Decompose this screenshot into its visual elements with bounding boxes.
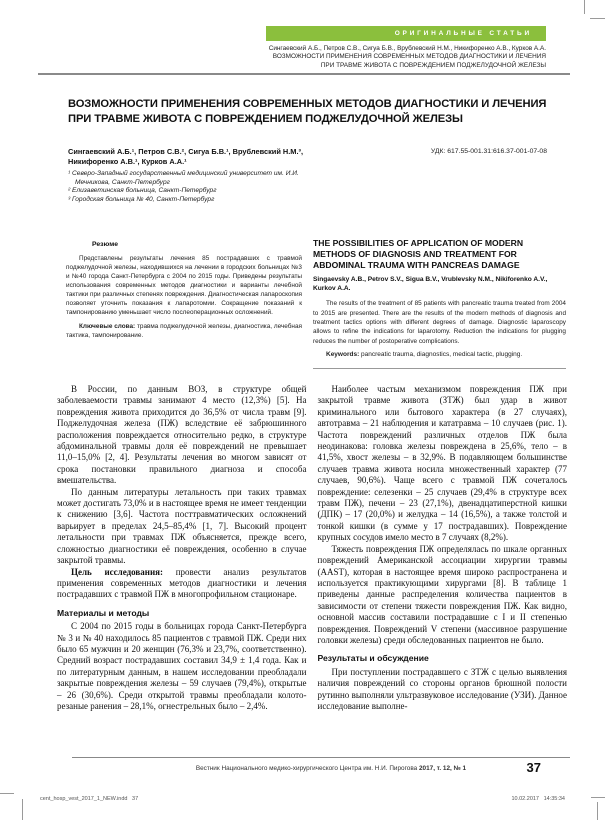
keywords-label-en: Keywords: — [326, 351, 360, 359]
article-authors-line1: Сингаевский А.Б.¹, Петров С.В.², Сигуа Б.В.¹, Врублевский Н.М.³, — [68, 147, 304, 156]
abstract-english-authors: Singaevsky A.B., Petrov S.V., Sigua B.V., Vrublevsky N.M., Nikiforenko A.V., Kurkov A.A. — [313, 276, 548, 292]
article-body — [57, 384, 567, 712]
running-head — [269, 45, 546, 70]
crop-mark-bottom-right-horizontal — [591, 797, 605, 798]
running-head-authors: Сингаевский А.Б., Петров С.В., Сигуа Б.В., Врублевский Н.М., Никифоренко А.В., Курков А.А. — [268, 45, 546, 52]
crop-mark-bottom-left-vertical — [22, 799, 23, 820]
footer-journal-line — [196, 765, 466, 772]
abstract-english-text: The results of the treatment of 85 patients with pancreatic trauma treated from 2004 to 2015 are presented. There are the results of the modern methods of diagnosis and treatment tactics options with different degrees of damage. Diagnostic laparoscopy allows to refine the indications for laparotomy. Reduction the indications for plugging reduces the number of postoperative complications. — [313, 300, 566, 345]
page-number: 37 — [526, 760, 541, 775]
abstract-english — [313, 238, 566, 358]
affiliation-item: ² Елизаветинская больница, Санкт-Петербург — [68, 187, 217, 195]
crop-mark-bottom-right-vertical — [597, 802, 598, 820]
header-divider — [38, 73, 570, 75]
article-authors-line2: Никифоренко А.В.¹, Курков А.А.¹ — [68, 156, 187, 166]
body-paragraph: В России, по данным ВОЗ, в структуре общей заболеваемости травмы занимают 4 место (12,3%) [5]. На повреждения живота приходится до 36,5% от числа травм [9]. Поджелудочная железа (ПЖ) вследствие её забрюшинного расположения повреждается относительно редко, в структуре абдоминальной травмы доля её повреждений не превышает 11,0–15,0% [2, 4]. Результаты лечения во многом зависят от срока постановки правильного диагноза и способа вмешательства. — [57, 384, 307, 486]
article-authors — [68, 147, 368, 166]
crop-mark-top-right-vertical — [584, 0, 585, 14]
body-paragraph: По данным литературы летальность при таких травмах может достигать 73,0% и в настоящее время не имеет тенденции к снижению [3,6]. Частота посттравматических осложнений варьирует в пределах 24,5–85,4% [1, 7]. Высокий процент летальности при травмах ПЖ объясняется, прежде всего, сложностью диагностики её повреждения, особенно в случае закрытой травмы. — [57, 486, 307, 566]
abstract-divider — [313, 368, 566, 369]
body-paragraph: Тяжесть повреждения ПЖ определялась по шкале органных повреждений Американской ассоциации хирургии травмы (AAST), которая в настоящее время широко распространена и используется практикующими хирургами [8]. В таблице 1 приведены данные распределения количества пациентов в зависимости от степени тяжести повреждения ПЖ. Как видно, основной массив составили пострадавшие с I и II степенью повреждения. Повреждений V степени (массивное разрушение головки железы) среди обследованных пациентов не было. — [317, 543, 567, 645]
body-paragraph: С 2004 по 2015 годы в больницах города Санкт-Петербурга № 3 и № 40 находилось 85 пациентов с травмой ПЖ. Среди них было 65 мужчин и 20 женщин (76,3% и 23,7%, соответственно). Средний возраст пострадавших составил 34,9 ± 1,4 года. Как и по литературным данным, в нашем исследовании преобладали закрытые повреждения железы – 59 случаев (79,4%), открытые – 26 (30,6%). Среди открытой травмы преобладали колото-резаные ранения – 28,1%, огнестрельных было – 2,4%. — [57, 621, 307, 711]
section-heading-results: Результаты и обсуждение — [317, 653, 429, 664]
crop-mark-bottom-left-horizontal — [0, 793, 14, 794]
goal-text: провести анализ результатов применения современных методов диагностики и лечения пострадавших с травмой ПЖ в многопрофильном стационаре. — [57, 566, 307, 600]
footer-journal-name: Вестник Национального медико-хирургического Центра им. Н.И. Пирогова — [195, 765, 419, 772]
prepress-timestamp: 10.02.2017 14:35:34 — [511, 796, 565, 802]
udc-code: УДК: 617.55-001.31:616.37-001-07-08 — [430, 148, 547, 155]
article-title-line2: ПРИ ТРАВМЕ ЖИВОТА С ПОВРЕЖДЕНИЕМ ПОДЖЕЛУДОЧНОЙ ЖЕЛЕЗЫ — [68, 113, 463, 125]
abstract-english-title: THE POSSIBILITIES OF APPLICATION OF MODERN METHODS OF DIAGNOSIS AND TREATMENT FOR ABDOMINAL TRAUMA WITH PANCREAS DAMAGE — [313, 238, 524, 270]
abstract-russian-keywords — [66, 322, 302, 340]
abstract-russian-heading: Резюме — [92, 241, 119, 248]
body-paragraph-goal — [57, 567, 307, 601]
body-paragraph: При поступлении пострадавшего с ЗТЖ с целью выявления наличия повреждений со стороны органов брюшной полости рутинно выполняли ультразвуковое исследование (УЗИ). Данное исследование выполне- — [317, 666, 567, 711]
running-head-title-line1: ВОЗМОЖНОСТИ ПРИМЕНЕНИЯ СОВРЕМЕННЫХ МЕТОДОВ ДИАГНОСТИКИ И ЛЕЧЕНИЯ — [272, 53, 546, 61]
original-articles-badge: ОРИГИНАЛЬНЫЕ СТАТЬИ — [266, 26, 546, 41]
affiliation-item: ¹ Северо-Западный государственный медицинский университет им. И.И. Мечникова, Санкт-Петербург — [68, 170, 299, 186]
article-title — [68, 97, 550, 127]
running-head-title-line2: ПРИ ТРАВМЕ ЖИВОТА С ПОВРЕЖДЕНИЕМ ПОДЖЕЛУДОЧНОЙ ЖЕЛЕЗЫ — [320, 61, 546, 69]
prepress-filename: cent_hosp_vest_2017_1_NEW.indd 37 — [40, 796, 139, 802]
abstract-english-keywords — [313, 351, 566, 358]
footer-divider — [72, 757, 570, 758]
body-paragraph: Наиболее частым механизмом повреждения ПЖ при закрытой травме живота (ЗТЖ) был удар в живот криминального или бытового характера (в 27 случаях), автотравма – 21 наблюдения и кататравма – 10 случаев (рис. 1). Частота повреждений различных отделов ПЖ была неодинакова: головка железы повреждена в 25,6%, тело – в 41,5%, хвост железы – в 32,9%. В подавляющем большинстве случаев травма живота носила множественный характер (77 случаев, 90,6%). Чаще всего с травмой ПЖ сочеталось повреждение: селезенки – 25 случаев (29,4% в структуре всех травм ПЖ), печени – 23 (27,1%), двенадцатиперстной кишки (ДПК) – 17 (20,0%) и желудка – 14 (16,5%), а также толстой и тонкой кишки (в сумме у 17 пострадавших). Повреждение крупных сосудов имело место в 7 случаях (8,2%). — [317, 384, 567, 543]
section-heading-methods: Материалы и методы — [57, 607, 150, 618]
abstract-russian-text: Представлены результаты лечения 85 пострадавших с травмой поджелудочной железы, находившихся на лечении в городских больницах №3 и №40 города Санкт-Петербурга с 2004 по 2015 годы. Приведены результаты использования современных методов диагностики и варианты лечебной тактики при различных степенях повреждения. Диагностическая лапароскопия позволяет уточнить показания к лапаротомии. Сокращение показаний к тампонированию уменьшает число послеоперационных осложнений. — [66, 255, 302, 316]
crop-mark-top-right-horizontal — [590, 18, 605, 19]
affiliation-item: ³ Городская больница № 40, Санкт-Петербург — [68, 195, 215, 203]
goal-label: Цель исследования: — [71, 566, 164, 577]
body-column-left — [57, 384, 307, 712]
footer-issue: 2017, т. 12, № 1 — [419, 765, 466, 772]
keywords-label-ru: Ключевые слова: — [79, 323, 136, 330]
body-column-right — [318, 384, 568, 712]
abstract-russian — [66, 240, 302, 340]
keywords-value-ru: травма поджелудочной железы, диагностика, лечебная тактика, тампонирование. — [66, 323, 302, 339]
article-title-line1: ВОЗМОЖНОСТИ ПРИМЕНЕНИЯ СОВРЕМЕННЫХ МЕТОДОВ ДИАГНОСТИКИ И ЛЕЧЕНИЯ — [68, 98, 547, 110]
keywords-value-en: pancreatic trauma, diagnostics, medical tactic, plugging. — [359, 351, 523, 359]
affiliations-list — [68, 170, 304, 204]
